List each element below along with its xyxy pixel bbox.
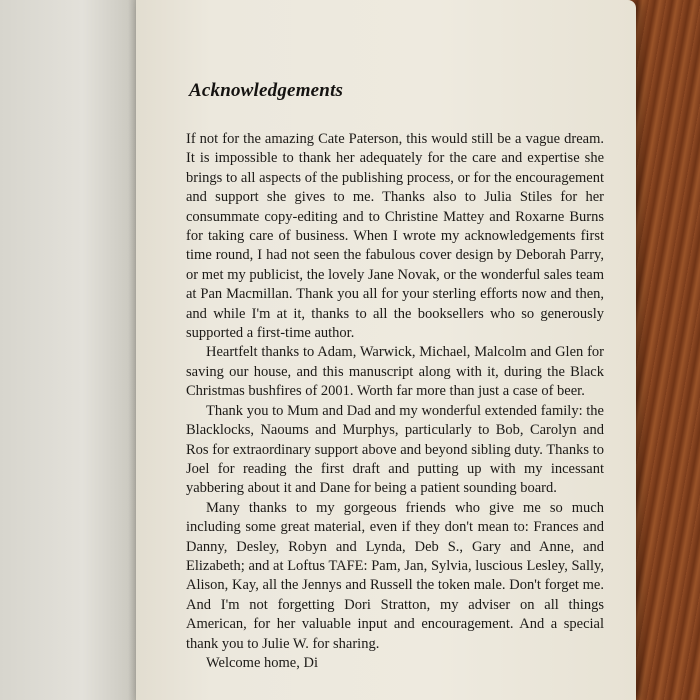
page-heading: Acknowledgements	[189, 80, 344, 101]
paragraph-4: Many thanks to my gorgeous friends who give me so much including some great material, even if they don't mean to: Frances and Danny, Desley, Robyn and Lynda, Deb S., Gary and Anne, and Elizabeth; and at Loftus TAFE: Pam, Jan, Sylvia, luscious Lesley, Sally, Alison, Kay, all the Jennys and Russell the token male. Don't forget me. And I'm not forgetting Dori Stratton, my adviser on all things American, for her valuable input and encouragement. And a special thank you to Julie W. for sharing.	[186, 499, 604, 652]
paragraph-2: Heartfelt thanks to Adam, Warwick, Michael, Malcolm and Glen for saving our house, and this manuscript along with it, during the Black Christmas bushfires of 2001. Worth far more than just a case of beer.	[186, 344, 604, 400]
book-page	[136, 0, 636, 700]
paragraph-5: Welcome home, Di	[206, 654, 318, 671]
page-content	[186, 80, 604, 673]
paragraph-3: Thank you to Mum and Dad and my wonderful extended family: the Blacklocks, Naoums and Murphys, particularly to Bob, Carolyn and Ros for extraordinary support above and beyond sibling duty. Thanks to Joel for reading the first draft and putting up with my incessant yabbering about it and Dane for being a patient sounding board.	[186, 402, 604, 497]
paragraph-1: If not for the amazing Cate Paterson, this would still be a vague dream. It is impossible to thank her adequately for the care and expertise she brings to all aspects of the publishing process, or for the encouragement and support she gives to me. Thanks also to Julia Stiles for her consummate copy-editing and to Christine Mattey and Roxarne Burns for taking care of business. When I wrote my acknowledgements first time round, I had not seen the fabulous cover design by Deborah Parry, or met my publicist, the lovely Jane Novak, or the wonderful sales team at Pan Macmillan. Thank you all for your sterling efforts now and then, and while I'm at it, thanks to all the booksellers who so generously supported a first-time author.	[186, 131, 604, 342]
